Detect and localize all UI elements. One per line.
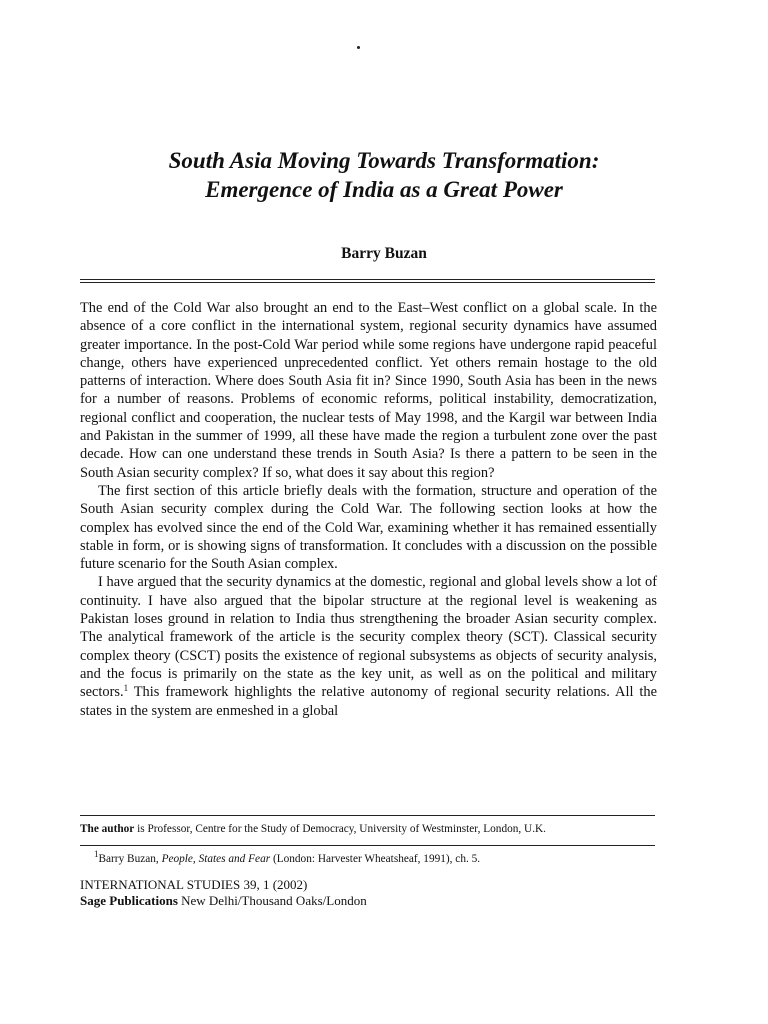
publisher-places: New Delhi/Thousand Oaks/London [177, 893, 367, 908]
paragraph-3 [80, 573, 657, 719]
author-note-label: The author [80, 823, 135, 835]
paragraph-3-text-a: I have argued that the security dynamics at the domestic, regional and global levels show a lot of continuity. I have also argued that the bipolar structure at the regional level is weakening as Pakistan loses ground in relation to India thus strengthening the broader Asian security complex. The analytical framework of the article is the security complex theory (SCT). Classical security complex theory (CSCT) posits the existence of regional subsystems as objects of security analysis, and the focus is primarily on the state as the key unit, as well as on the political and military sectors. [80, 574, 657, 701]
page-mark [357, 46, 360, 49]
header-rule-bottom [80, 282, 655, 283]
journal-info [80, 877, 367, 909]
publisher-line [80, 893, 367, 909]
paragraph-2: The first section of this article briefly deals with the formation, structure and operation of the South Asian security complex during the Cold War. The following section looks at how the complex has evolved since the end of the Cold War, examining whether it has remained essentially stable in form, or is showing signs of transformation. It concludes with a discussion on the possible future scenario for the South Asian complex. [80, 482, 657, 573]
footnote-mark: 1 [94, 849, 99, 859]
paragraph-1: The end of the Cold War also brought an end to the East–West conflict on a global scale. In the absence of a core conflict in the international system, regional security dynamics have assumed greater importance. In the post-Cold War period while some regions have undergone rapid peaceful change, others have experienced unprecedented conflict. Yet others remain hostage to the old patterns of interaction. Where does South Asia fit in? Since 1990, South Asia has been in the news for a number of reasons. Problems of economic reforms, political instability, democratization, regional conflict and cooperation, the nuclear tests of May 1998, and the Kargil war between India and Pakistan in the summer of 1999, all these have made the region a turbulent zone over the past decade. How can one understand these trends in South Asia? Is there a pattern to be seen in the South Asian security complex? If so, what does it say about this region? [80, 300, 657, 481]
footnote-ref-1[interactable]: 1 [123, 683, 129, 694]
footnote-divider [80, 845, 655, 846]
author-affiliation-note [80, 823, 670, 835]
footnote-1 [94, 849, 664, 865]
article-body [80, 299, 657, 720]
journal-citation: INTERNATIONAL STUDIES 39, 1 (2002) [80, 877, 308, 892]
paragraph-3-text-b: This framework highlights the relative autonomy of regional security relations. All the states in the system are enmeshed in a global [80, 684, 657, 719]
article-author: Barry Buzan [341, 245, 427, 262]
header-rule-top [80, 279, 655, 280]
publisher-name: Sage Publications [80, 893, 178, 908]
footnote-rule [80, 815, 655, 816]
article-title-line-1: South Asia Moving Towards Transformation: [168, 148, 600, 173]
article-title-line-2: Emergence of India as a Great Power [205, 177, 563, 202]
author-note-text: is Professor, Centre for the Study of Democracy, University of Westminster, London, U.K. [134, 823, 546, 835]
footnote-book-title: People, States and Fear [161, 853, 271, 865]
footnote-author: Barry Buzan, [98, 853, 162, 865]
footnote-citation: (London: Harvester Wheatsheaf, 1991), ch. 5. [270, 853, 481, 865]
